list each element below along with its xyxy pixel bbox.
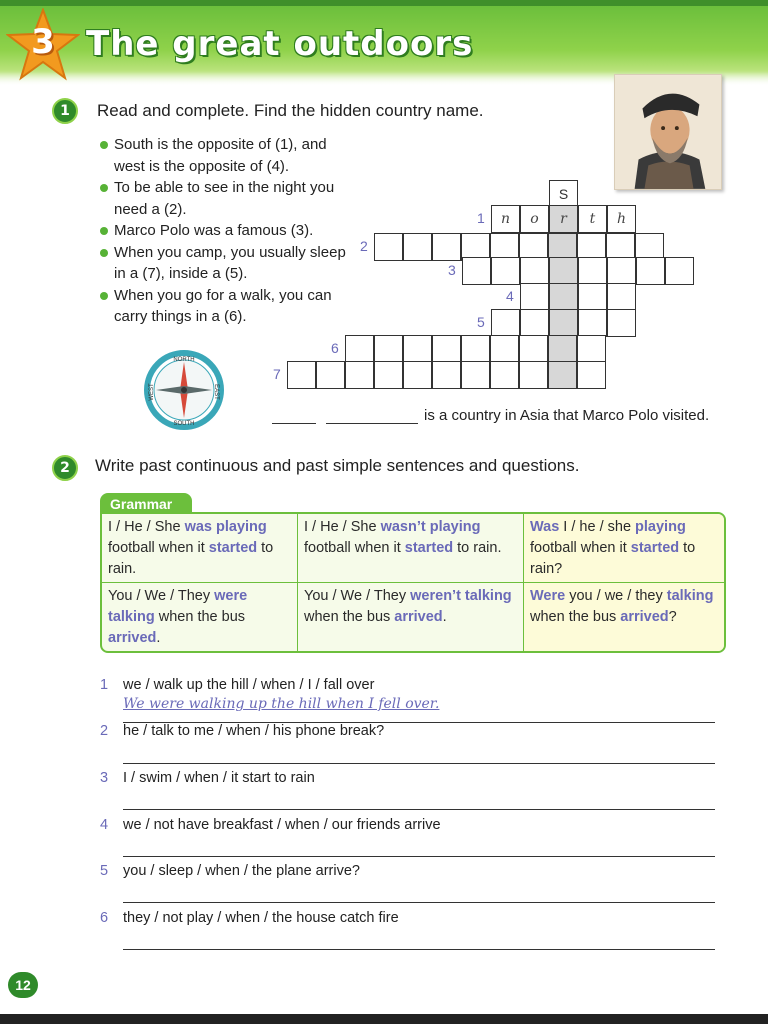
crossword-cell[interactable] xyxy=(578,309,607,337)
page-number: 12 xyxy=(8,972,38,998)
hidden-country-text: is a country in Asia that Marco Polo visited. xyxy=(424,407,710,424)
grammar-label: Grammar xyxy=(100,493,192,515)
crossword-cell[interactable] xyxy=(519,335,548,363)
unit-title: The great outdoors xyxy=(86,24,474,64)
clue-item xyxy=(98,242,348,285)
sentence-prompt: they / not play / when / the house catch fire xyxy=(123,910,399,926)
grammar-row xyxy=(102,514,724,583)
crossword-cell[interactable] xyxy=(491,309,520,337)
grammar-cell: You / We / They were talking when the bus arrived. xyxy=(102,583,298,651)
clue-text: To be able to see in the night you need a (2). xyxy=(114,179,335,218)
bullet-icon xyxy=(100,184,108,192)
clue-number: 4 xyxy=(506,288,514,304)
crossword-cell[interactable]: n xyxy=(491,205,520,233)
crossword-cell[interactable] xyxy=(432,233,461,261)
clue-text: South is the opposite of (1), and west is the opposite of (4). xyxy=(114,136,327,175)
crossword-cell[interactable] xyxy=(462,257,491,285)
exercise-2-badge: 2 xyxy=(52,455,78,481)
hidden-column-header: S xyxy=(549,180,578,208)
sentence-prompt: he / talk to me / when / his phone break? xyxy=(123,723,385,739)
grammar-cell: I / He / She was playing football when it started to rain. xyxy=(102,514,298,582)
clue-item xyxy=(98,134,348,177)
crossword-cell[interactable] xyxy=(665,257,694,285)
clue-text: When you go for a walk, you can carry things in a (6). xyxy=(114,286,332,325)
clue-number: 3 xyxy=(448,262,456,278)
crossword-cell[interactable] xyxy=(403,233,432,261)
crossword-cell[interactable] xyxy=(578,283,607,311)
sentence-number: 4 xyxy=(100,817,109,833)
clue-number: 6 xyxy=(331,340,339,356)
bullet-icon xyxy=(100,141,108,149)
clue-item xyxy=(98,285,348,328)
crossword-cell[interactable]: t xyxy=(578,205,607,233)
crossword-cell[interactable] xyxy=(316,361,345,389)
crossword-cell[interactable] xyxy=(549,309,578,337)
clue-number: 1 xyxy=(477,210,485,226)
sentence-number: 2 xyxy=(100,723,109,739)
crossword-cell[interactable] xyxy=(374,361,403,389)
exercise-1-title: Read and complete. Find the hidden country name. xyxy=(97,101,484,120)
answer-line[interactable] xyxy=(123,902,715,903)
bottom-bar xyxy=(0,1014,768,1024)
clue-list xyxy=(98,134,348,328)
unit-number: 3 xyxy=(31,22,55,62)
compass-south-label: SOUTH xyxy=(173,421,195,427)
crossword-cell[interactable] xyxy=(432,335,461,363)
clue-item xyxy=(98,220,348,242)
crossword-cell[interactable] xyxy=(461,361,490,389)
bullet-icon xyxy=(100,292,108,300)
answer-line[interactable] xyxy=(123,949,715,950)
grammar-cell: You / We / They weren’t talking when the bus arrived. xyxy=(298,583,524,651)
clue-number: 7 xyxy=(273,366,281,382)
compass-north-label: NORTH xyxy=(173,357,195,363)
grammar-row xyxy=(102,583,724,651)
crossword-cell[interactable] xyxy=(548,361,577,389)
compass-east-label: EAST xyxy=(213,384,219,400)
clue-item xyxy=(98,177,348,220)
sentence-number: 1 xyxy=(100,677,109,693)
crossword-cell[interactable] xyxy=(287,361,316,389)
exercise-2-title: Write past continuous and past simple sentences and questions. xyxy=(95,456,580,475)
crossword-cell[interactable] xyxy=(548,335,577,363)
crossword-cell[interactable]: o xyxy=(520,205,549,233)
crossword-cell[interactable] xyxy=(345,335,374,363)
crossword-cell[interactable] xyxy=(345,361,374,389)
sentence-prompt: you / sleep / when / the plane arrive? xyxy=(123,863,360,879)
hidden-country-sentence xyxy=(272,407,709,424)
sentence-answer: We were walking up the hill when I fell over. xyxy=(123,696,440,712)
hidden-country-blank-1[interactable] xyxy=(272,408,316,424)
bullet-icon xyxy=(100,227,108,235)
grammar-cell: I / He / She wasn’t playing football when it started to rain. xyxy=(298,514,524,582)
answer-line[interactable] xyxy=(123,856,715,857)
crossword-cell[interactable] xyxy=(520,309,549,337)
sentence-number: 3 xyxy=(100,770,109,786)
compass-icon xyxy=(144,350,224,430)
compass-west-label: WEST xyxy=(149,383,155,401)
answer-line[interactable] xyxy=(123,809,715,810)
crossword-cell[interactable] xyxy=(549,283,578,311)
crossword-cell[interactable] xyxy=(403,335,432,363)
crossword-cell[interactable] xyxy=(549,257,578,285)
crossword-cell[interactable] xyxy=(577,361,606,389)
clue-text: When you camp, you usually sleep in a (7), inside a (5). xyxy=(114,243,346,282)
crossword-cell[interactable] xyxy=(636,257,665,285)
exercise-1-badge: 1 xyxy=(52,98,78,124)
crossword-cell[interactable] xyxy=(403,361,432,389)
crossword-cell[interactable] xyxy=(578,257,607,285)
sentence-prompt: I / swim / when / it start to rain xyxy=(123,770,315,786)
crossword-cell[interactable] xyxy=(520,257,549,285)
crossword-cell[interactable] xyxy=(490,361,519,389)
crossword-cell[interactable] xyxy=(461,335,490,363)
bullet-icon xyxy=(100,249,108,257)
grammar-cell: Was I / he / she playing football when it started to rain? xyxy=(524,514,724,582)
crossword-cell[interactable]: h xyxy=(607,205,636,233)
crossword-cell[interactable] xyxy=(374,335,403,363)
sentence-prompt: we / walk up the hill / when / I / fall over xyxy=(123,677,375,693)
hidden-country-blank-2[interactable] xyxy=(326,408,418,424)
crossword-cell[interactable] xyxy=(490,335,519,363)
crossword-cell[interactable] xyxy=(607,283,636,311)
crossword-cell[interactable] xyxy=(491,257,520,285)
grammar-table xyxy=(100,512,726,653)
crossword-cell[interactable] xyxy=(607,257,636,285)
sentence-number: 6 xyxy=(100,910,109,926)
crossword-cell[interactable] xyxy=(519,361,548,389)
crossword-cell[interactable] xyxy=(374,233,403,261)
crossword-cell[interactable] xyxy=(432,361,461,389)
crossword-cell[interactable] xyxy=(577,335,606,363)
clue-number: 2 xyxy=(360,238,368,254)
crossword-cell[interactable] xyxy=(607,309,636,337)
clue-number: 5 xyxy=(477,314,485,330)
crossword-cell[interactable] xyxy=(520,283,549,311)
answer-line[interactable] xyxy=(123,763,715,764)
sentence-number: 5 xyxy=(100,863,109,879)
sentence-prompt: we / not have breakfast / when / our friends arrive xyxy=(123,817,441,833)
grammar-cell: Were you / we / they talking when the bus arrived? xyxy=(524,583,724,651)
marco-polo-portrait xyxy=(614,74,722,190)
clue-text: Marco Polo was a famous (3). xyxy=(114,222,314,239)
crossword-cell[interactable]: r xyxy=(549,205,578,233)
